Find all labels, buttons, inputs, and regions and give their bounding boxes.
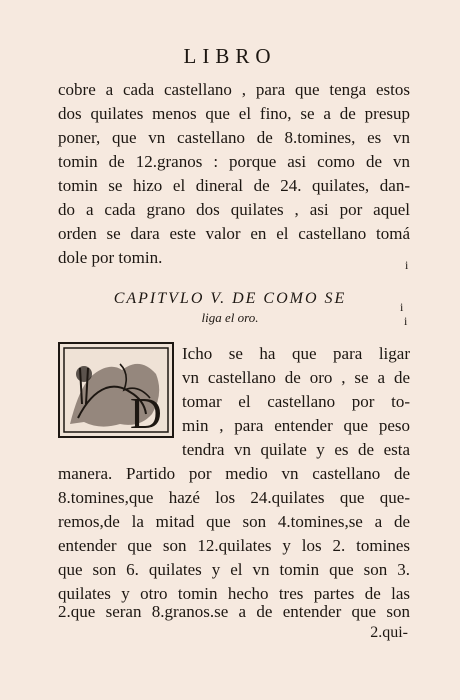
text-line: Icho se ha que para ligar	[182, 344, 410, 363]
text-line: min , para entender que peso	[182, 416, 410, 435]
text-line: que son 6. quilates y el vn tomin que son 3.	[58, 560, 410, 579]
text-line: orden se dara este valor en el castellano tomá	[58, 224, 410, 243]
running-header: LIBRO	[183, 44, 277, 68]
text-line: do a cada grano dos quilates , asi por aquel	[58, 200, 410, 219]
margin-mark: i	[404, 314, 408, 328]
text-line: remos,de la mitad que son 4.tomines,se a de	[58, 512, 410, 531]
text-line: 2.que seran 8.granos.se a de entender que son	[58, 602, 410, 621]
text-line: tomar el castellano por to-	[182, 392, 410, 411]
text-line: vn castellano de oro , se a de	[182, 368, 410, 387]
text-line: tendra vn quilate y es de esta	[182, 440, 410, 459]
text-line: tomin de 12.granos : porque asi como de vn	[58, 152, 410, 171]
text-line: poner, que vn castellano de 8.tomines, es vn	[58, 128, 410, 147]
margin-mark: i	[405, 258, 409, 272]
text-line: tomin se hizo el dineral de 24. quilates, dan-	[58, 176, 410, 195]
margin-mark: i	[400, 300, 404, 314]
catchword: 2.qui-	[370, 624, 408, 641]
text-line: quilates y otro tomin hecho tres partes de las	[58, 584, 410, 603]
text-line: dos quilates menos que el fino, se a de presup	[58, 104, 410, 123]
svg-text:D: D	[130, 389, 162, 436]
chapter-heading: CAPITVLO V. DE COMO SE	[113, 290, 347, 307]
text-line: manera. Partido por medio vn castellano de	[58, 464, 410, 483]
text-line: 8.tomines,que hazé los 24.quilates que que-	[58, 488, 410, 507]
chapter-subheading: liga el oro.	[201, 310, 259, 325]
text-line: entender que son 12.quilates y los 2. tomines	[58, 536, 410, 555]
text-line: dole por tomin.	[58, 248, 163, 267]
decorated-initial	[58, 342, 174, 438]
text-line: cobre a cada castellano , para que tenga estos	[58, 80, 410, 99]
ornament-icon	[60, 344, 172, 436]
